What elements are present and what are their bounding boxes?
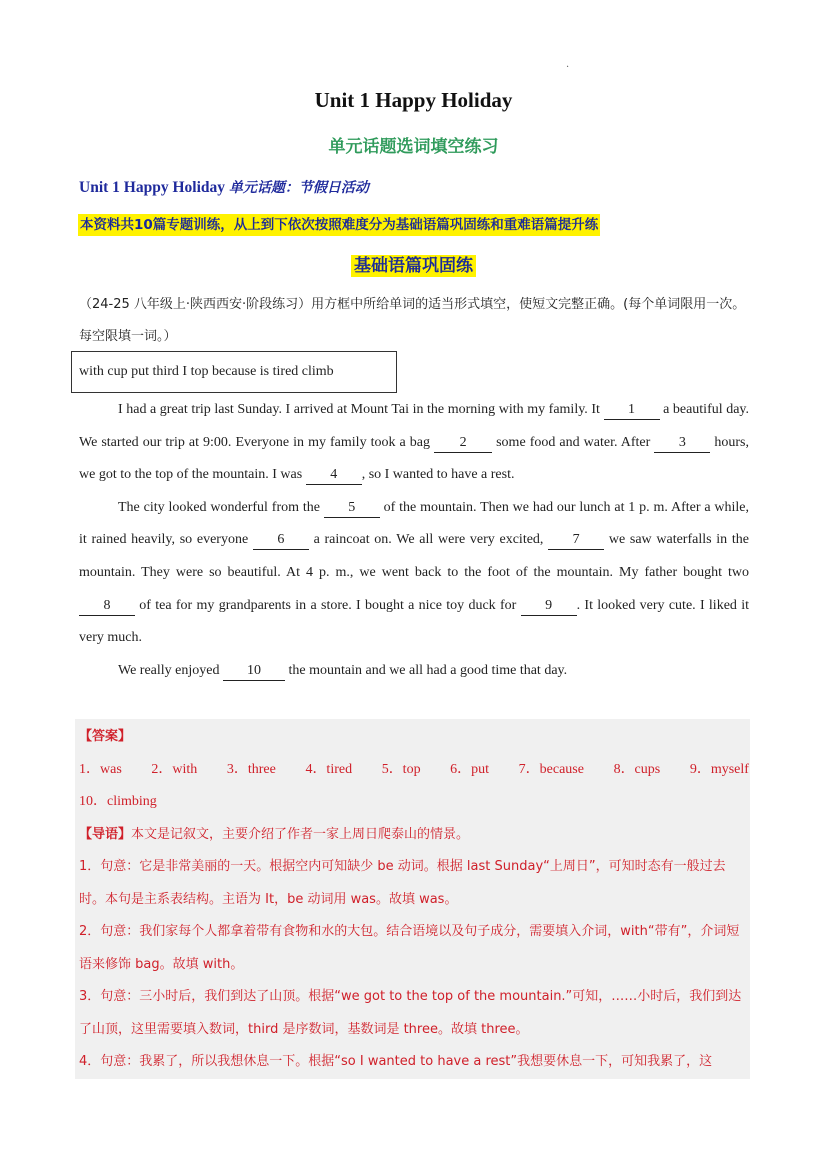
intro-highlight: 本资料共10篇专题训练，从上到下依次按照难度分为基础语篇巩固练和重难语篇提升练	[78, 214, 600, 236]
text: We really enjoyed	[118, 662, 223, 678]
unit-topic-cn: 单元话题：节假日活动	[228, 180, 369, 196]
answer-item: 7．because	[518, 761, 584, 777]
answer-label: 【答案】	[79, 729, 132, 744]
word-bank: with cup put third I top because is tired climb	[71, 351, 397, 393]
section-title	[0, 251, 827, 276]
explanation-1: 1．句意：它是非常美丽的一天。根据空内可知缺少 be 动词。根据 last Sunday“上周日”，可知时态有一般过去时。本句是主系表结构。主语为 It，be 动词用 was。故填 was。	[79, 859, 726, 907]
blank-2: 2	[434, 434, 492, 453]
text: the mountain and we all had a good time that day.	[285, 662, 568, 678]
blank-4: 4	[306, 466, 362, 485]
text: . It looked very cute. I liked it very much.	[79, 597, 749, 646]
text: we saw waterfalls in the mountain. They were so beautiful. At 4 p. m., we went back to the foot of the mountain. My father bought two	[79, 532, 749, 580]
paragraph-3	[79, 655, 749, 688]
text: hours, we got to the top of the mountain. I was	[79, 434, 749, 483]
page-title: Unit 1 Happy Holiday	[314, 88, 513, 112]
explanation-3: 3．句意：三小时后，我们到达了山顶。根据“we got to the top of the mountain.”可知，……小时后，我们到达了山顶，这里需要填入数词，third 是序数词，基数词是 three。故填 three。	[79, 989, 742, 1037]
answer-list	[79, 754, 749, 787]
answer-section	[75, 719, 750, 1079]
text: The city looked wonderful from the	[118, 499, 324, 515]
paragraph-1	[79, 394, 749, 492]
guide	[79, 819, 749, 852]
passage	[79, 394, 749, 687]
answer-item: 2．with	[151, 761, 198, 777]
answer-item: 9．myself	[689, 761, 749, 777]
answer-item: 6．put	[450, 761, 490, 777]
blank-3: 3	[654, 434, 710, 453]
answer-item-10: 10．climbing	[79, 794, 157, 809]
page-subtitle: 单元话题选词填空练习	[328, 137, 499, 157]
answer-item: 5．top	[381, 761, 421, 777]
explanation-4: 4．句意：我累了，所以我想休息一下。根据“so I wanted to have a rest”我想要休息一下，可知我累了，这	[79, 1054, 713, 1069]
blank-1: 1	[604, 401, 660, 420]
header-dot: ·	[566, 62, 570, 73]
blank-5: 5	[324, 499, 380, 518]
guide-label: 【导语】	[79, 826, 132, 842]
exercise-instructions: （24-25 八年级上·陕西西安·阶段练习）用方框中所给单词的适当形式填空，使短文完整正确。(每个单词限用一次。每空限填一词。）	[79, 297, 746, 344]
text: a beautiful day. We started our trip at 9:00. Everyone in my family took a bag	[79, 402, 749, 450]
paragraph-2	[79, 492, 749, 655]
unit-topic-en: Unit 1 Happy Holiday	[79, 179, 225, 196]
answer-item: 1．was	[79, 761, 122, 777]
text: I had a great trip last Sunday. I arrived at Mount Tai in the morning with my family. It	[118, 402, 604, 417]
text: of the mountain. Then we had our lunch at 1 p. m. After a while, it rained heavily, so everyone	[79, 499, 750, 548]
explanation-2: 2．句意：我们家每个人都拿着带有食物和水的大包。结合语境以及句子成分，需要填入介词，with“带有”，介词短语来修饰 bag。故填 with。	[79, 924, 740, 972]
text: some food and water. After	[492, 434, 655, 450]
text: of tea for my grandparents in a store. I bought a nice toy duck for	[135, 597, 521, 613]
guide-text: 本文是记叙文，主要介绍了作者一家上周日爬泰山的情景。	[131, 826, 470, 842]
blank-10: 10	[223, 662, 285, 681]
section-title-text: 基础语篇巩固练	[351, 255, 476, 277]
text: a raincoat on. We all were very excited,	[308, 532, 549, 548]
blank-7: 7	[548, 531, 604, 550]
blank-6: 6	[253, 531, 309, 550]
text: , so I wanted to have a rest.	[361, 467, 515, 483]
answer-item: 3．three	[226, 761, 276, 777]
answer-item: 4．tired	[305, 761, 353, 777]
blank-8: 8	[79, 597, 135, 616]
unit-topic	[79, 177, 369, 197]
answer-item: 8．cups	[613, 761, 661, 777]
blank-9: 9	[521, 597, 577, 616]
